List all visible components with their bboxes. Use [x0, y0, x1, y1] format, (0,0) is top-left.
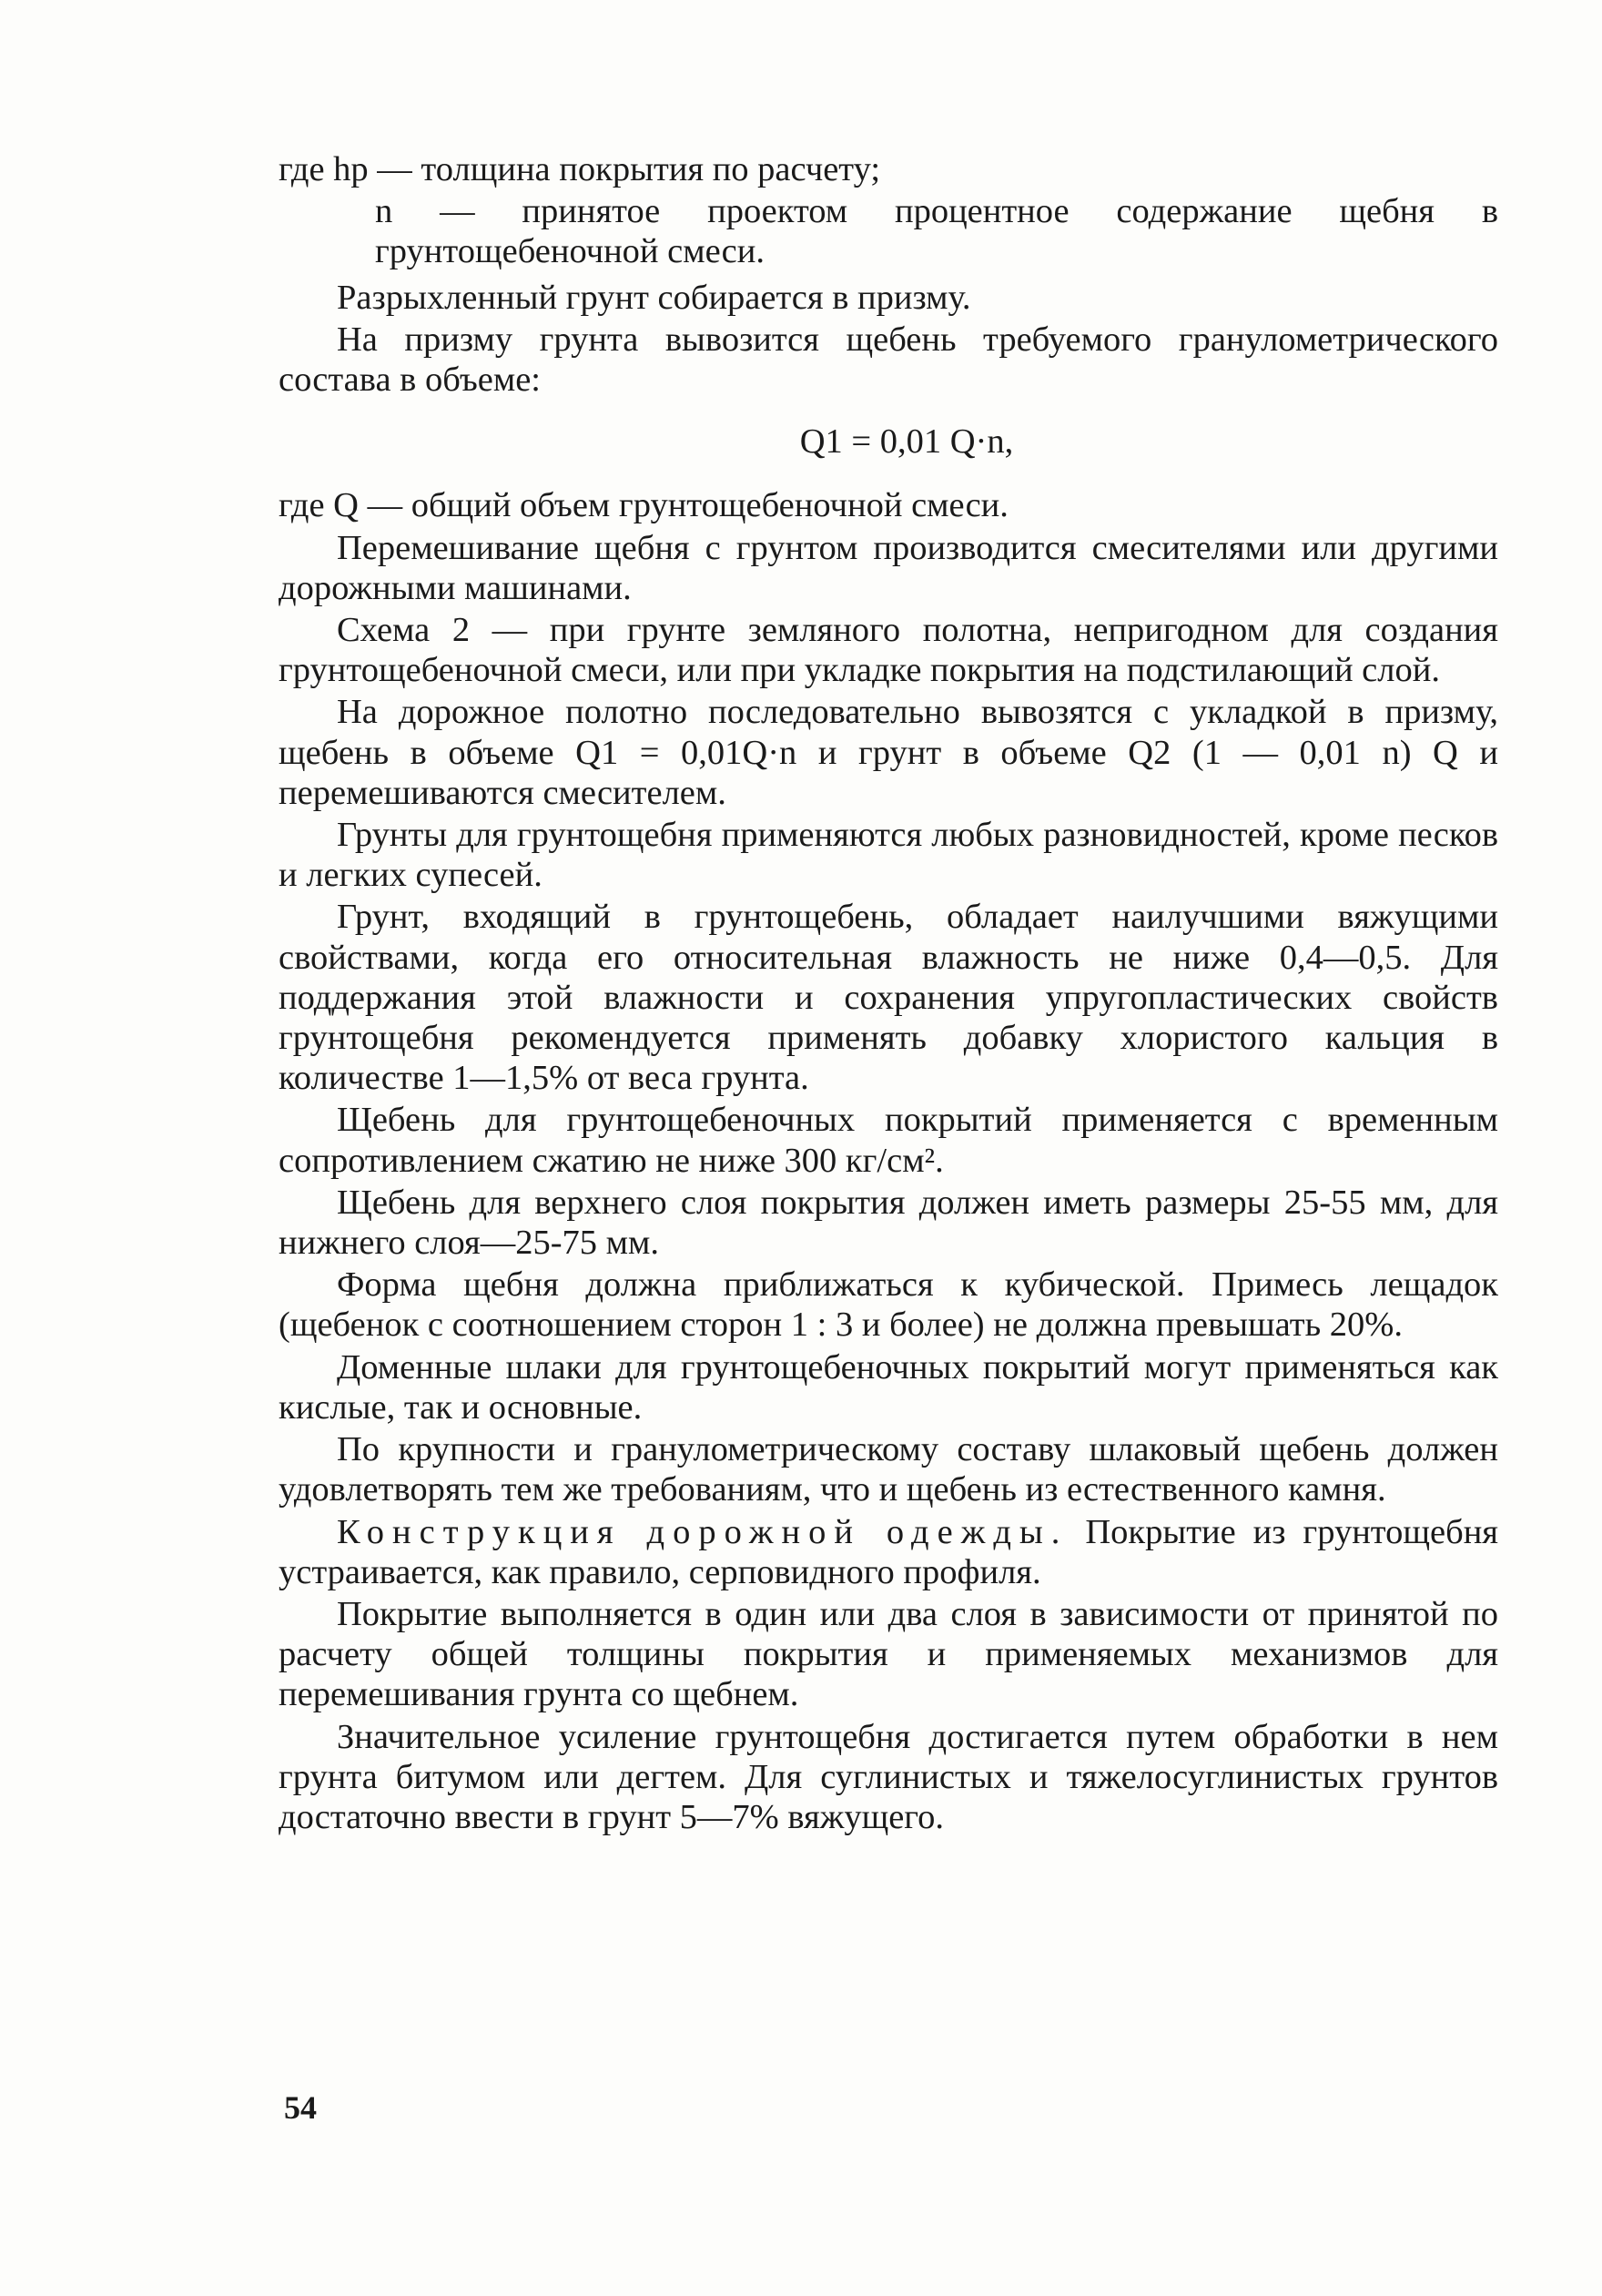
paragraph-gravel-size: Щебень для верхнего слоя покрытия должен иметь размеры 25-55 мм, для нижнего слоя—25-75 мм. [279, 1183, 1498, 1263]
paragraph-loosened-soil: Разрыхленный грунт собирается в призму. [337, 278, 971, 317]
paragraph-blast-slag: Доменные шлаки для грунтощебеночных покрытий могут применяться как кислые, так и основные. [279, 1347, 1498, 1427]
definition-n: n — принятое проектом процентное содержание щебня в грунтощебеночной смеси. [375, 192, 1498, 271]
paragraph-pavement-construction [279, 1512, 1498, 1592]
paragraph-road-delivery: На дорожное полотно последовательно вывозятся с укладкой в призму, щебень в объеме Q1 = 0,01Q·n и грунт в объеме Q2 (1 — 0,01 n) Q и перемешиваются смесителем. [279, 693, 1498, 812]
definition-q: где Q — общий объем грунтощебеночной смеси. [279, 486, 1009, 525]
paragraph-slag-grading: По крупности и гранулометрическому составу шлаковый щебень должен удовлетворять тем же требованиям, что и щебень из естественного камня. [279, 1430, 1498, 1509]
section-heading-rest: Покрытие из грунтощебня устраивается, как правило, серповидного профиля. [279, 1512, 1499, 1591]
body-text [279, 149, 1498, 1839]
formula-q1: Q1 = 0,01 Q·n, [799, 422, 1014, 462]
paragraph-soil-moisture: Грунт, входящий в грунтощебень, обладает наилучшими вяжущими свойствами, когда его относительная влажность не ниже 0,4—0,5. Для поддержания этой влажности и сохранения упругопластических свойств грунтощебня рекомендуется применять добавку хлористого кальция в количестве 1—1,5% от веса грунта. [279, 898, 1498, 1098]
paragraph-layers: Покрытие выполняется в один или два слоя в зависимости от принятой по расчету общей толщины покрытия и применяемых механизмов для перемешивания грунта со щебнем. [279, 1594, 1498, 1714]
page-number: 54 [284, 2089, 317, 2126]
paragraph-scheme-2: Схема 2 — при грунте земляного полотна, непригодном для создания грунтощебеночной смеси, или при укладке покрытия на подстилающий слой. [279, 611, 1498, 690]
section-heading: Конструкция дорожной одежды. [337, 1512, 1069, 1551]
paragraph-bitumen: Значительное усиление грунтощебня достигается путем обработки в нем грунта битумом или дегтем. Для суглинистых и тяжелосуглинистых грунтов достаточно ввести в грунт 5—7% вяжущего. [279, 1717, 1498, 1836]
paragraph-soil-types: Грунты для грунтощебня применяются любых разновидностей, кроме песков и легких супесей. [279, 816, 1498, 895]
paragraph-mixing: Перемешивание щебня с грунтом производится смесителями или другими дорожными машинами. [279, 528, 1498, 607]
paragraph-gravel-strength: Щебень для грунтощебеночных покрытий применяется с временным сопротивлением сжатию не ниже 300 кг/см². [279, 1101, 1498, 1180]
paragraph-gravel-delivery: На призму грунта вывозится щебень требуемого гранулометрического состава в объеме: [279, 320, 1498, 400]
definition-hp: где hр — толщина покрытия по расчету; [279, 150, 881, 188]
paragraph-gravel-shape: Форма щебня должна приближаться к кубической. Примесь лещадок (щебенок с соотношением сторон 1 : 3 и более) не должна превышать 20%. [279, 1265, 1498, 1345]
